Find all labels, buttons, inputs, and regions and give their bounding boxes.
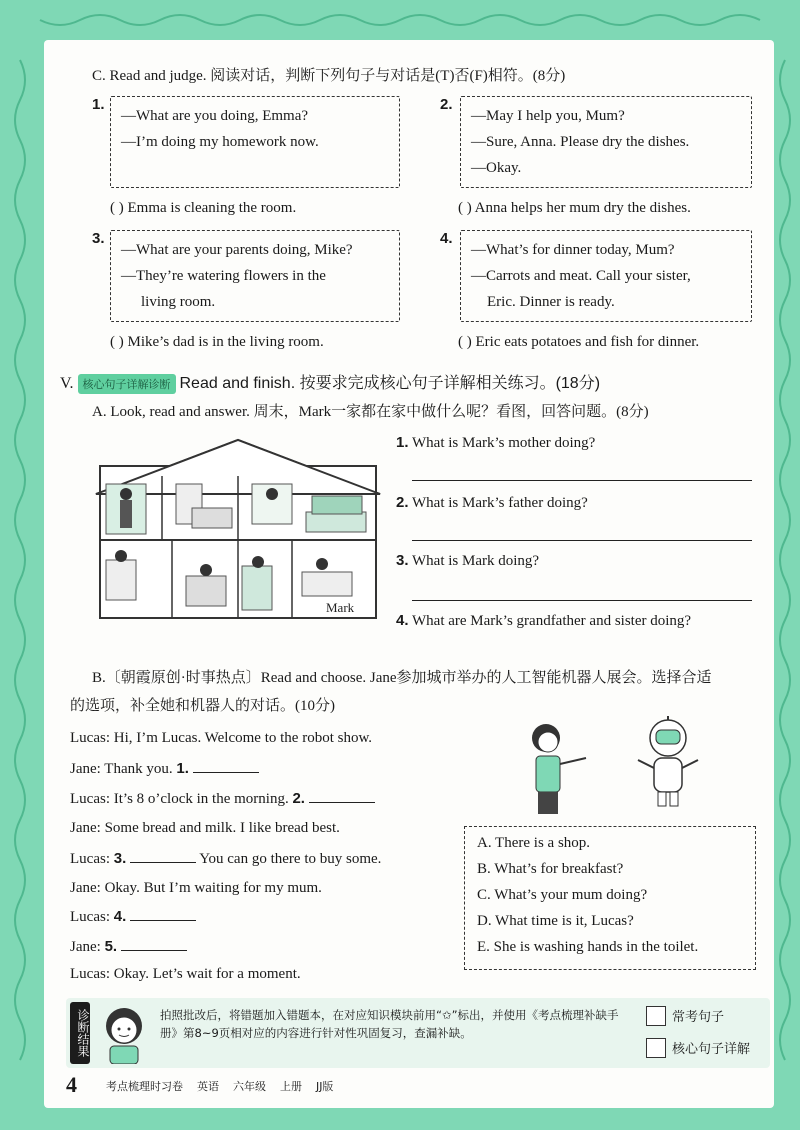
dialogue-line: —May I help you, Mum? <box>471 108 625 124</box>
dialogue-line-8 <box>70 936 187 957</box>
section-v-heading <box>60 370 600 394</box>
dialogue-box-1 <box>110 96 400 188</box>
judge-sentence-3[interactable]: ( ) Mike’s dad is in the living room. <box>110 334 324 350</box>
diagnosis-panel <box>66 998 770 1068</box>
dialogue-line-5 <box>70 848 381 869</box>
dialogue-line: Eric. Dinner is ready. <box>487 294 615 310</box>
worksheet-page <box>44 40 774 1108</box>
dialogue-box-4 <box>460 230 752 322</box>
dialogue-line: —Okay. <box>471 160 522 176</box>
checkbox-label-2: 核心句子详解 <box>672 1042 751 1057</box>
dialogue-line: —What are your parents doing, Mike? <box>121 242 353 258</box>
dialogue-text: Lucas: <box>70 909 114 925</box>
blank-3[interactable] <box>130 848 196 863</box>
option-c: C. What’s your mum doing? <box>477 887 648 903</box>
question-3 <box>396 552 539 570</box>
question-1 <box>396 434 595 452</box>
question-text: What are Mark’s grandfather and sister doing? <box>412 613 692 629</box>
question-text: What is Mark’s mother doing? <box>412 435 596 451</box>
blank-number: 4. <box>113 908 127 925</box>
option-e: E. She is washing hands in the toilet. <box>477 939 699 955</box>
checkbox-label-1: 常考句子 <box>672 1010 725 1025</box>
checkbox-common-sentences[interactable] <box>646 1006 666 1026</box>
blank-1[interactable] <box>193 758 259 773</box>
judge-sentence-4[interactable]: ( ) Eric eats potatoes and fish for dinner. <box>458 334 700 350</box>
dialogue-box-3 <box>110 230 400 322</box>
question-text: What is Mark’s father doing? <box>412 495 588 511</box>
section-b-title-line1: B.〔朝霞原创·时事热点〕Read and choose. Jane参加城市举办的人工智能机器人展会。选择合适 <box>92 670 712 686</box>
item-2-number: 2. <box>440 96 453 113</box>
options-box <box>464 826 756 970</box>
dialogue-line-1: Lucas: Hi, I’m Lucas. Welcome to the robot show. <box>70 730 373 746</box>
option-a: A. There is a shop. <box>477 835 591 851</box>
dialogue-line-3 <box>70 788 375 809</box>
house-illustration <box>92 436 384 622</box>
dialogue-line: —What are you doing, Emma? <box>121 108 309 124</box>
blank-number: 3. <box>113 850 127 867</box>
option-b: B. What’s for breakfast? <box>477 861 624 877</box>
blank-number: 1. <box>176 760 189 777</box>
blank-2[interactable] <box>309 788 375 803</box>
dialogue-line: —I’m doing my homework now. <box>121 134 319 150</box>
question-number: 4. <box>396 612 409 629</box>
blank-4[interactable] <box>130 906 196 921</box>
question-4 <box>396 612 691 630</box>
section-v-tag: 核心句子详解诊断 <box>78 374 176 394</box>
question-number: 1. <box>396 434 409 451</box>
dialogue-line-7 <box>70 906 196 927</box>
judge-sentence-1[interactable]: ( ) Emma is cleaning the room. <box>110 200 297 216</box>
question-text: What is Mark doing? <box>412 553 540 569</box>
dialogue-line-2 <box>70 758 259 779</box>
dialogue-line-9: Lucas: Okay. Let’s wait for a moment. <box>70 966 301 982</box>
answer-line-3[interactable] <box>412 600 752 601</box>
dialogue-line: —Sure, Anna. Please dry the dishes. <box>471 134 690 150</box>
diagnosis-note: 拍照批改后，将错题加入错题本，在对应知识模块前用“✩”标出，并使用《考点梳理补缺手册》第8~9页相对应的内容进行针对性巩固复习，查漏补缺。 <box>160 1008 619 1040</box>
question-2 <box>396 494 588 512</box>
mark-label: Mark <box>326 600 355 615</box>
item-3-number: 3. <box>92 230 105 247</box>
section-c-title: C. Read and judge. 阅读对话，判断下列句子与对话是(T)否(F)相符。(8分) <box>92 68 566 84</box>
student-avatar-icon <box>96 1002 152 1064</box>
dialogue-text: You can go there to buy some. <box>196 851 382 867</box>
item-1-number: 1. <box>92 96 105 113</box>
dialogue-text: Lucas: It’s 8 o’clock in the morning. <box>70 791 293 807</box>
answer-line-2[interactable] <box>412 540 752 541</box>
question-number: 3. <box>396 552 409 569</box>
judge-sentence-2[interactable]: ( ) Anna helps her mum dry the dishes. <box>458 200 691 216</box>
dialogue-box-2 <box>460 96 752 188</box>
dialogue-text: Jane: <box>70 939 105 955</box>
section-v-roman: V. <box>60 375 74 392</box>
page-number: 4 <box>66 1072 77 1097</box>
dialogue-line: living room. <box>141 294 216 310</box>
option-d: D. What time is it, Lucas? <box>477 913 634 929</box>
blank-number: 2. <box>292 790 305 807</box>
diagnosis-label: 诊断结果 <box>70 1002 90 1064</box>
dialogue-line-6: Jane: Okay. But I’m waiting for my mum. <box>70 880 322 896</box>
blank-number: 5. <box>104 938 118 955</box>
dialogue-text: Lucas: <box>70 851 114 867</box>
section-a-title: A. Look, read and answer. 周末，Mark一家都在家中做什么呢？看图，回答问题。(8分) <box>92 404 649 420</box>
section-v-title: Read and finish. 按要求完成核心句子详解相关练习。(18分) <box>179 375 601 392</box>
girl-robot-illustration <box>516 716 746 816</box>
dialogue-line: —Carrots and meat. Call your sister, <box>471 268 691 284</box>
answer-line-1[interactable] <box>412 480 752 481</box>
dialogue-line: —What’s for dinner today, Mum? <box>471 242 675 258</box>
dialogue-line: —They’re watering flowers in the <box>121 268 326 284</box>
section-b-title-line2: 的选项，补全她和机器人的对话。(10分) <box>70 698 335 714</box>
dialogue-text: Jane: Thank you. <box>70 761 177 777</box>
checkbox-core-sentences[interactable] <box>646 1038 666 1058</box>
question-number: 2. <box>396 494 409 511</box>
book-info: 考点梳理时习卷 英语 六年级 上册 JJ版 <box>106 1080 334 1093</box>
blank-5[interactable] <box>121 936 187 951</box>
dialogue-line-4: Jane: Some bread and milk. I like bread best. <box>70 820 340 836</box>
item-4-number: 4. <box>440 230 453 247</box>
